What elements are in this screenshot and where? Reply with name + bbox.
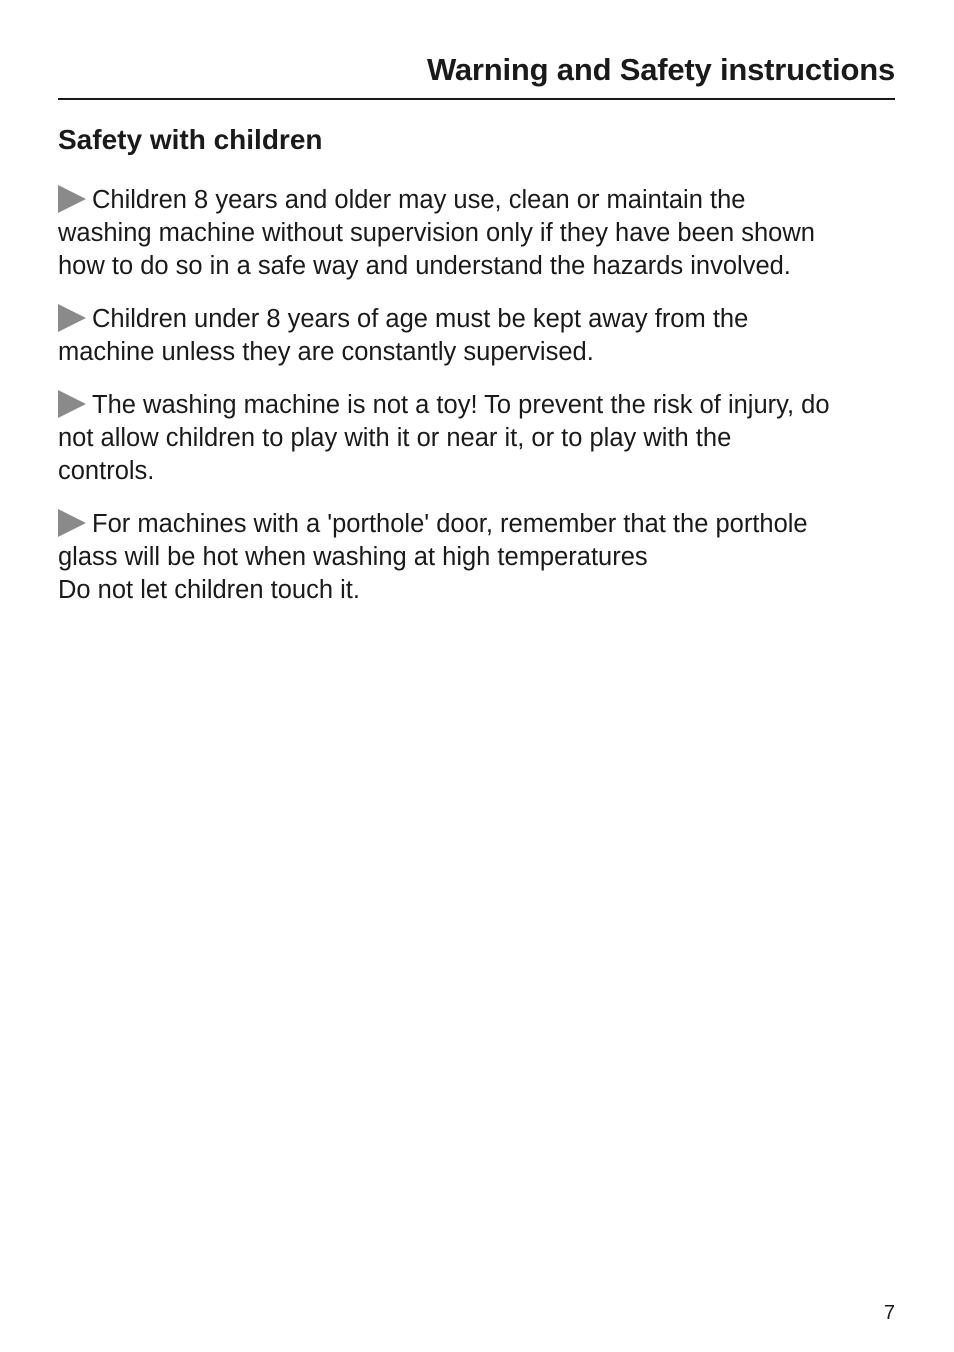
instruction-item — [58, 184, 903, 283]
instruction-line — [58, 303, 903, 336]
instruction-text: Children under 8 years of age must be kept away from the — [92, 305, 749, 333]
arrow-icon — [58, 185, 86, 213]
instruction-line: machine unless they are constantly supervised. — [58, 338, 594, 366]
arrow-icon — [58, 390, 86, 418]
instruction-item — [58, 508, 903, 607]
instruction-text: Children 8 years and older may use, clean or maintain the — [92, 186, 746, 214]
arrow-icon — [58, 509, 86, 537]
instruction-line: how to do so in a safe way and understand the hazards involved. — [58, 252, 791, 280]
instruction-list — [58, 184, 903, 627]
page-title: Warning and Safety instructions — [426, 52, 895, 87]
instruction-item — [58, 303, 903, 369]
instruction-line — [58, 184, 903, 217]
instruction-line: Do not let children touch it. — [58, 576, 360, 604]
instruction-line: not allow children to play with it or near it, or to play with the — [58, 424, 732, 452]
arrow-icon — [58, 304, 86, 332]
instruction-line: glass will be hot when washing at high temperatures — [58, 543, 648, 571]
page-number: 7 — [883, 1302, 895, 1324]
instruction-line — [58, 389, 903, 422]
instruction-text: For machines with a 'porthole' door, remember that the porthole — [92, 510, 808, 538]
instruction-line: controls. — [58, 457, 155, 485]
instruction-line — [58, 508, 903, 541]
instruction-text: The washing machine is not a toy! To prevent the risk of injury, do — [92, 391, 830, 419]
instruction-item — [58, 389, 903, 488]
instruction-line: washing machine without supervision only if they have been shown — [58, 219, 815, 247]
page-header — [58, 50, 895, 100]
section-title: Safety with children — [58, 124, 323, 155]
